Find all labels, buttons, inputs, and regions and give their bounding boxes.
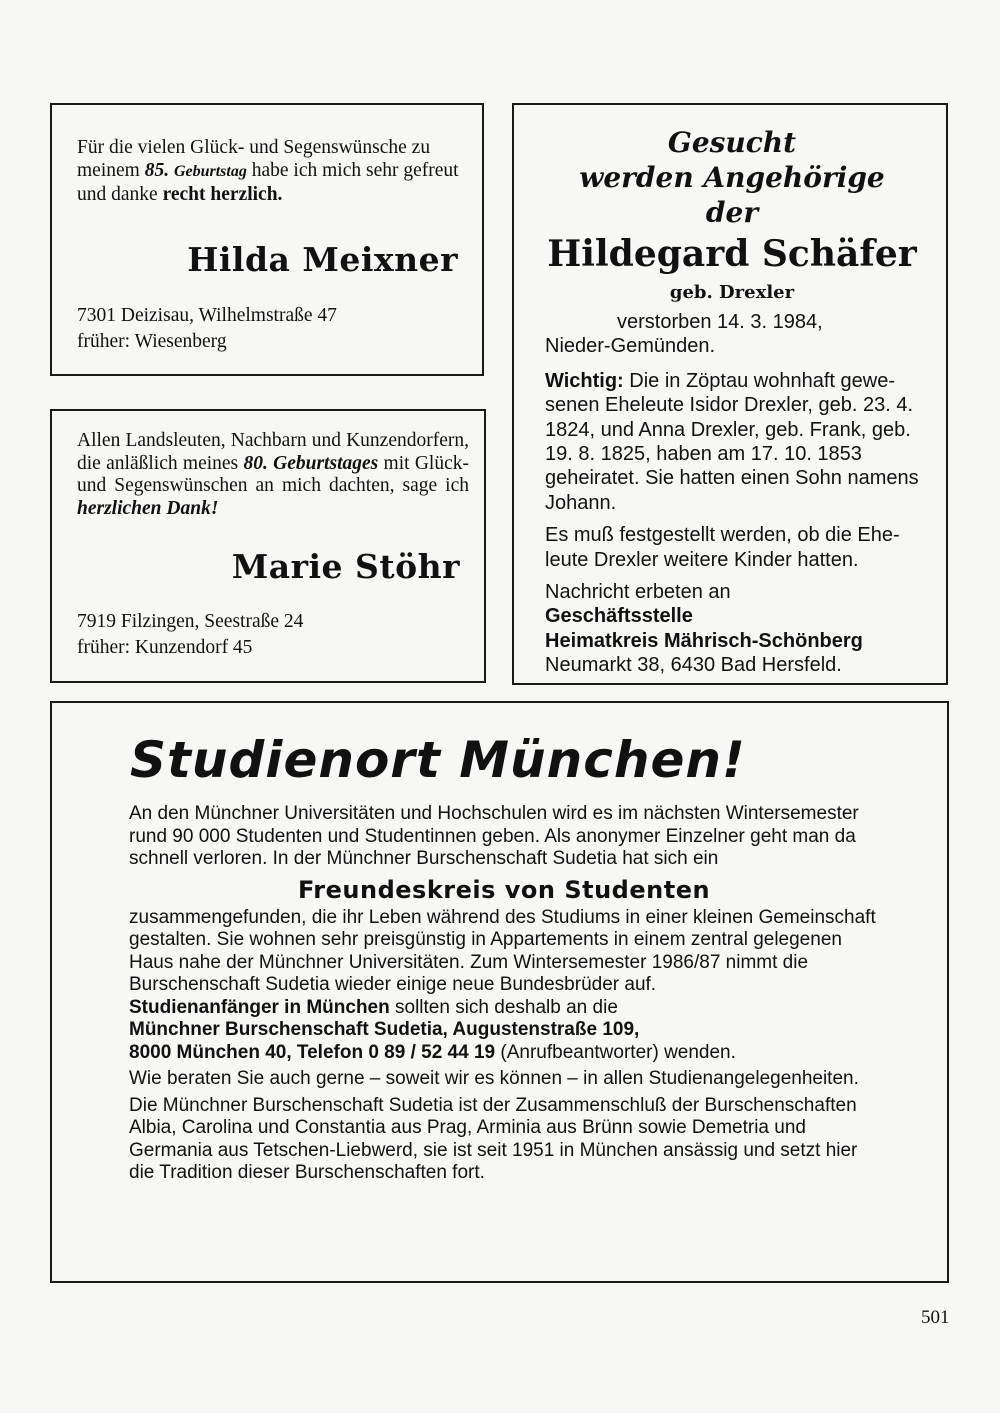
birthday-ad-stoehr xyxy=(50,409,486,683)
ad1-occasion: Geburtstag xyxy=(173,163,247,180)
searched-person-name: Hildegard Schäfer xyxy=(547,233,917,275)
important-text: Die in Zöptau wohnhaft gewesenen Eheleute Isidor Drexler, geb. 23. 4. 1824, und Anna Drexler, geb. Frank, geb. 19. 8. 1825, haben am 17. 10. 1853 geheiratet. Sie hatten einen Sohn namens Johann. xyxy=(545,369,919,514)
ad1-thanks: recht herzlich. xyxy=(162,184,283,205)
search-heading xyxy=(514,125,950,230)
history-paragraph: Die Münchner Burschenschaft Sudetia ist der Zusammenschluß der Burschenschaften Albia, Carolina und Constantia aus Prag, Arminia aus Brünn sowie Demetria und Germania aus Tetschen-Liebwerd, sie ist seit 1951 in München ansässig und setzt hier die Tradition dieser Burschenschaften fort. xyxy=(129,1094,858,1183)
ad2-text-a: Allen Landsleuten, Nachbarn und Kunzendorfern, die anläßlich meines xyxy=(77,430,469,474)
question-paragraph: Es muß festgestellt werden, ob die Eheleute Drexler weitere Kinder hatten. xyxy=(545,524,900,571)
heading-line2: werden Angehörige xyxy=(579,161,885,194)
contact-line3: Neumarkt 38, 6430 Bad Hersfeld. xyxy=(545,654,842,677)
body-paragraph xyxy=(129,907,879,1065)
bold-target: Studienanfänger in München xyxy=(129,996,390,1018)
ad2-text-b: mit Glück- und Segenswünschen an mich dachten, sage ich xyxy=(77,452,470,496)
studienort-title: Studienort München! xyxy=(130,731,746,789)
ad2-address xyxy=(77,609,303,661)
ad2-thanks: herzlichen Dank! xyxy=(77,497,219,519)
ad1-text-b: habe ich mich sehr gefreut und danke xyxy=(77,160,459,205)
died-line2: Nieder-Gemünden. xyxy=(545,335,716,358)
ad2-address-line2: früher: Kunzendorf 45 xyxy=(77,637,253,658)
search-body xyxy=(545,310,925,686)
contact-line1: Geschäftsstelle xyxy=(545,605,693,628)
ad1-address-line1: 7301 Deizisau, Wilhelmstraße 47 xyxy=(77,305,337,326)
ad2-address-line1: 7919 Filzingen, Seestraße 24 xyxy=(77,611,304,632)
search-notice-ad xyxy=(512,103,948,685)
studienort-ad xyxy=(50,701,949,1283)
page-number: 501 xyxy=(921,1307,950,1328)
text-answering: (Anrufbeantworter) wenden. xyxy=(495,1041,736,1063)
ad1-address xyxy=(77,303,337,355)
maiden-name: geb. Drexler xyxy=(669,282,795,303)
studienort-body xyxy=(129,803,879,1189)
text-contact-intro: sollten sich deshalb an die xyxy=(389,996,618,1018)
bold-phone: 8000 München 40, Telefon 0 89 / 52 44 19 xyxy=(129,1041,496,1063)
death-info xyxy=(545,310,925,359)
important-paragraph xyxy=(545,369,925,515)
died-line1: verstorben 14. 3. 1984, xyxy=(617,311,823,333)
ad1-text xyxy=(77,136,467,206)
heading-line1: Gesucht xyxy=(667,126,797,159)
bold-address: Münchner Burschenschaft Sudetia, Augustenstraße 109, xyxy=(129,1019,640,1040)
important-label: Wichtig: xyxy=(545,369,624,392)
ad1-name: Hilda Meixner xyxy=(187,240,458,279)
contact-block xyxy=(545,580,925,678)
ad1-address-line2: früher: Wiesenberg xyxy=(77,331,227,352)
intro-paragraph: An den Münchner Universitäten und Hochschulen wird es im nächsten Wintersemester rund 90 000 Studenten und Studentinnen geben. Als anonymer Einzelner geht man da schnell verloren. In der Münchner Burschenschaft Sudetia hat sich ein xyxy=(129,803,859,869)
ad2-name: Marie Stöhr xyxy=(231,547,460,586)
ad1-text-a: Für die vielen Glück- und Segenswünsche zu meinem xyxy=(77,137,431,181)
subheading: Freundeskreis von Studenten xyxy=(297,875,711,904)
advice-paragraph: Wie beraten Sie auch gerne – soweit wir es können – in allen Studienangelegenheiten. xyxy=(129,1068,859,1089)
ad2-age-occasion: 80. Geburtstages xyxy=(243,452,379,474)
body-text: zusammengefunden, die ihr Leben während des Studiums in einer kleinen Gemeinschaft gestalten. Sie wohnen sehr preisgünstig in Appartements in einem zentral gelegenen Haus nahe der Münchner Universitäten. Zum Wintersemester 1986/87 nimmt die Burschenschaft Sudetia wieder einige neue Bundesbrüder auf. xyxy=(129,906,876,995)
contact-intro: Nachricht erbeten an xyxy=(545,581,731,604)
ad2-text xyxy=(77,430,469,520)
ad1-age: 85. xyxy=(144,160,170,181)
birthday-ad-meixner xyxy=(50,103,484,376)
heading-line3: der xyxy=(705,196,759,229)
contact-line2: Heimatkreis Mährisch-Schönberg xyxy=(545,629,863,652)
